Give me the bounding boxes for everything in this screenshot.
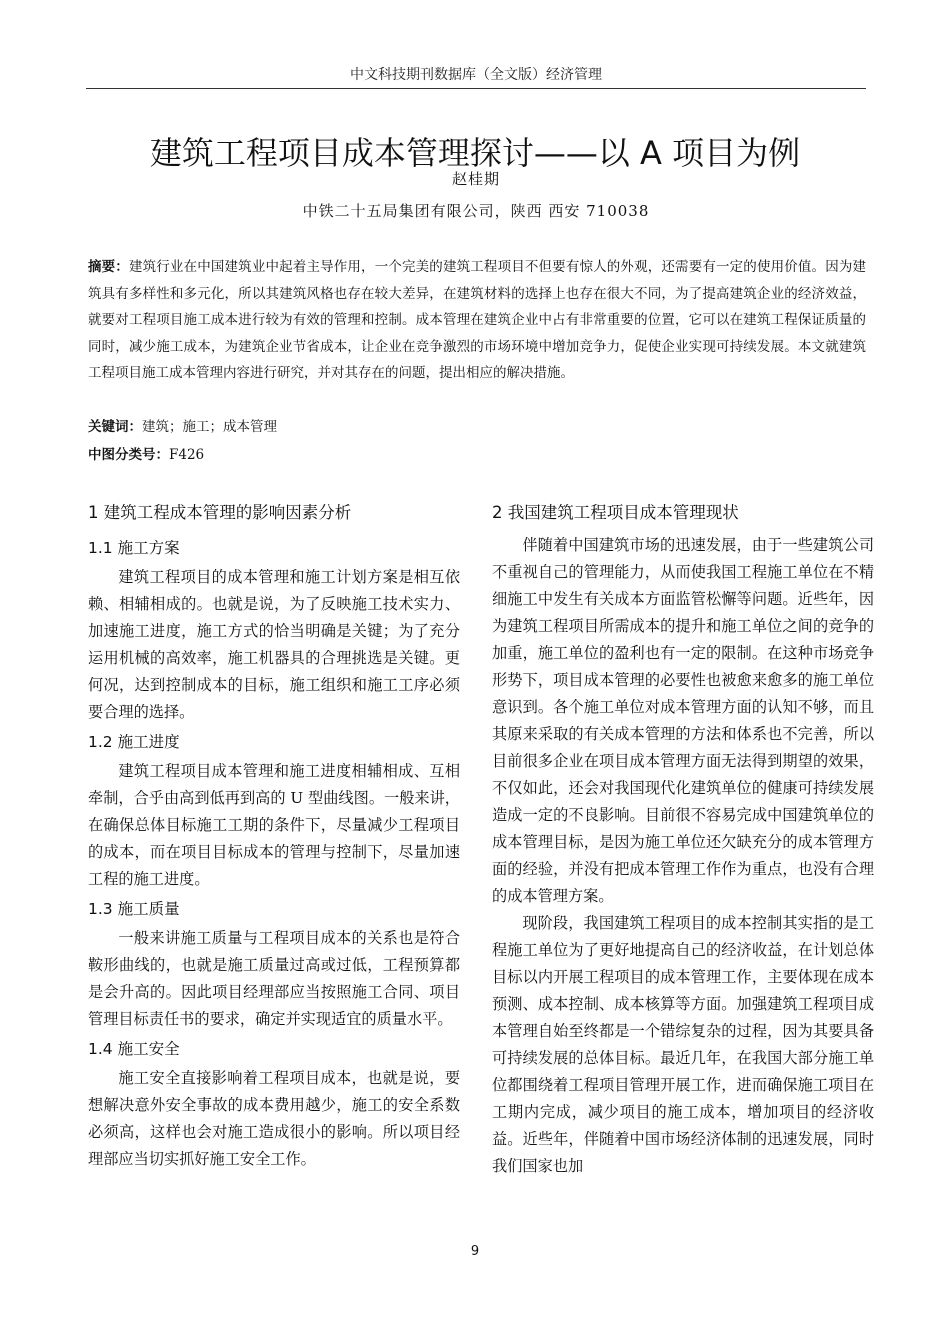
subsection-1-2-heading: 1.2 施工进度 xyxy=(88,733,180,751)
subsection-1-3-text: 一般来讲施工质量与工程项目成本的关系也是符合鞍形曲线的，也就是施工质量过高或过低，工程预算都是会升高的。因此项目经理部应当按照施工合同、项目管理目标责任书的要求，确定并实现适宜的质量水平。 xyxy=(88,929,460,1028)
header-rule xyxy=(86,88,866,89)
classification-text: F426 xyxy=(169,447,205,463)
abstract-text: 建筑行业在中国建筑业中起着主导作用，一个完美的建筑工程项目不但要有惊人的外观，还需要有一定的使用价值。因为建筑具有多样性和多元化，所以其建筑风格也存在较大差异，在建筑材料的选择上也存在很大不同，为了提高建筑企业的经济效益，就要对工程项目施工成本进行较为有效的管理和控制。成本管理在建筑企业中占有非常重要的位置，它可以在建筑工程保证质量的同时，减少施工成本，为建筑企业节省成本，让企业在竞争激烈的市场环境中增加竞争力，促使企业实现可持续发展。本文就建筑工程项目施工成本管理内容进行研究，并对其存在的问题，提出相应的解决措施。 xyxy=(88,259,867,382)
page-number: 9 xyxy=(470,1244,480,1259)
keywords xyxy=(88,415,277,435)
section-2-heading: 2 我国建筑工程项目成本管理现状 xyxy=(492,503,739,522)
section-2-paragraph-2: 现阶段，我国建筑工程项目的成本控制其实指的是工程施工单位为了更好地提高自己的经济收益，在计划总体目标以内开展工程项目的成本管理工作，主要体现在成本预测、成本控制、成本核算等方面。加强建筑工程项目成本管理自始至终都是一个错综复杂的过程，因为其要具备可持续发展的总体目标。最近几年，在我国大部分施工单位都围绕着工程项目管理开展工作，进而确保施工项目在工期内完成，减少项目的施工成本，增加项目的经济收益。近些年，伴随着中国市场经济体制的迅速发展，同时我们国家也加 xyxy=(492,914,874,1175)
abstract-label: 摘要： xyxy=(88,259,129,275)
article-title: 建筑工程项目成本管理探讨——以 A 项目为例 xyxy=(149,134,801,173)
author: 赵桂期 xyxy=(451,170,500,188)
left-column xyxy=(88,498,460,1173)
subsection-1-4-text: 施工安全直接影响着工程项目成本，也就是说，要想解决意外安全事故的成本费用越少，施工的安全系数必须高，这样也会对施工造成很小的影响。所以项目经理部应当切实抓好施工安全工作。 xyxy=(88,1069,460,1168)
subsection-1-4-heading: 1.4 施工安全 xyxy=(88,1040,180,1058)
subsection-1-3-heading: 1.3 施工质量 xyxy=(88,900,180,918)
keywords-label: 关键词： xyxy=(88,419,142,435)
section-1-heading: 1 建筑工程成本管理的影响因素分析 xyxy=(88,503,352,522)
keywords-text: 建筑；施工；成本管理 xyxy=(142,419,277,435)
affiliation: 中铁二十五局集团有限公司，陕西 西安 710038 xyxy=(302,202,650,220)
subsection-1-2-text: 建筑工程项目成本管理和施工进度相辅相成、互相牵制，合乎由高到低再到高的 U 型曲线图。一般来讲，在确保总体目标施工工期的条件下，尽量减少工程项目的成本，而在项目目标成本的管理与控制下，尽量加速工程的施工进度。 xyxy=(88,762,460,888)
running-head: 中文科技期刊数据库（全文版）经济管理 xyxy=(350,67,602,83)
classification-number xyxy=(88,443,204,463)
right-column xyxy=(492,498,874,1180)
subsection-1-1-text: 建筑工程项目的成本管理和施工计划方案是相互依赖、相辅相成的。也就是说，为了反映施工技术实力、加速施工进度，施工方式的恰当明确是关键；为了充分运用机械的高效率，施工机器具的合理挑选是关键。更何况，达到控制成本的目标，施工组织和施工工序必须要合理的选择。 xyxy=(88,568,460,721)
section-2-paragraph-1: 伴随着中国建筑市场的迅速发展，由于一些建筑公司不重视自己的管理能力，从而使我国工程施工单位在不精细施工中发生有关成本方面监管松懈等问题。近些年，因为建筑工程项目所需成本的提升和施工单位之间的竞争的加重，施工单位的盈利也有一定的限制。在这种市场竞争形势下，项目成本管理的必要性也被愈来愈多的施工单位意识到。各个施工单位对成本管理方面的认知不够，而且其原来采取的有关成本管理的方法和体系也不完善，所以目前很多企业在项目成本管理方面无法得到期望的效果，不仅如此，还会对我国现代化建筑单位的健康可持续发展造成一定的不良影响。目前很不容易完成中国建筑单位的成本管理目标，是因为施工单位还欠缺充分的成本管理方面的经验，并没有把成本管理工作作为重点，也没有合理的成本管理方案。 xyxy=(492,536,874,905)
abstract xyxy=(88,254,866,387)
subsection-1-1-heading: 1.1 施工方案 xyxy=(88,539,180,557)
classification-label: 中图分类号： xyxy=(88,447,169,463)
